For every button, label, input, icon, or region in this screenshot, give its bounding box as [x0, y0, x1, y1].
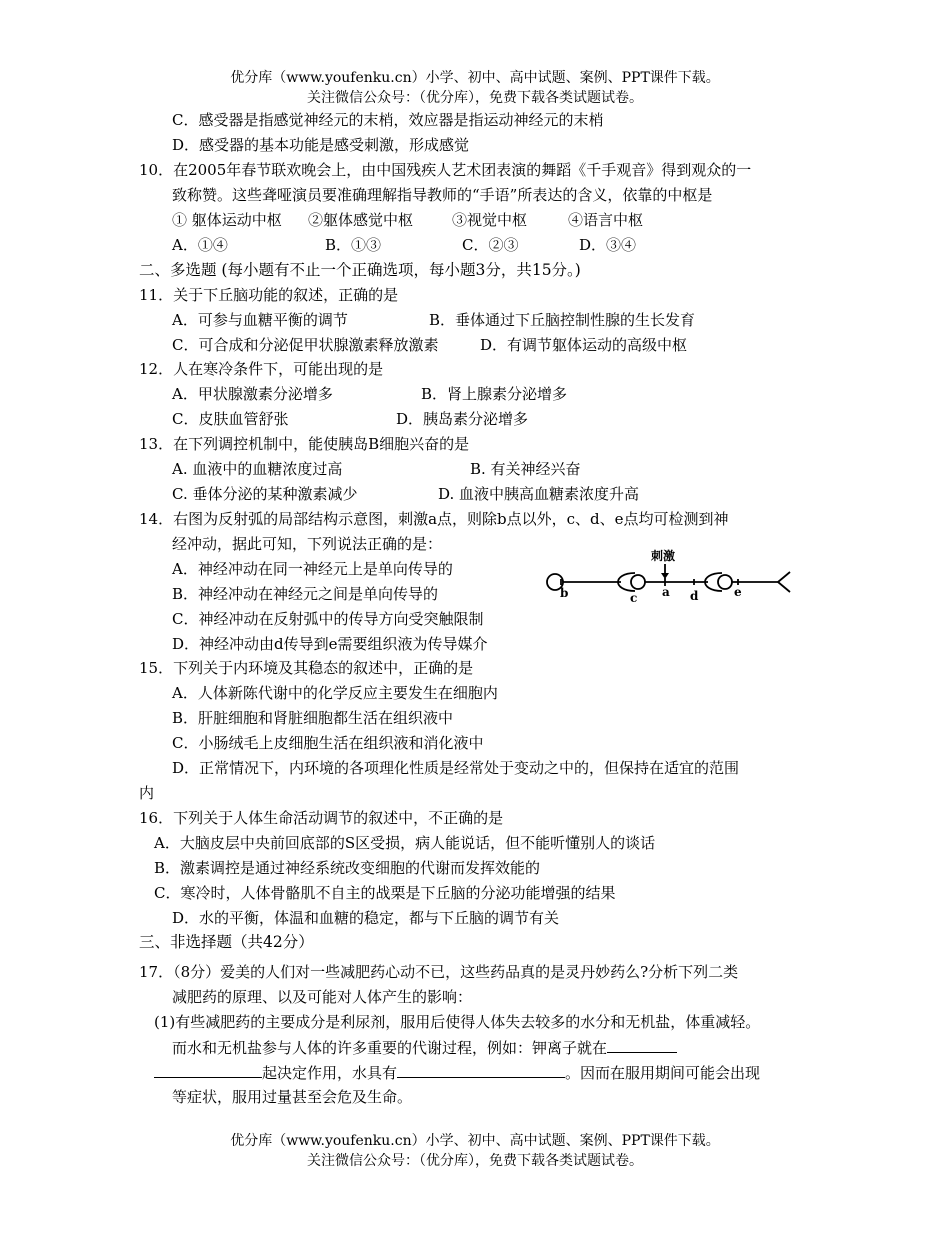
q10-stem-2: 致称赞。这些聋哑演员要准确理解指导教师的“手语”所表达的含义，依靠的中枢是 — [172, 186, 713, 204]
q10-item-4: ④语言中枢 — [568, 211, 644, 229]
point-label-a: a — [662, 585, 670, 599]
q13-option-c: C. 垂体分泌的某种激素减少 — [172, 485, 358, 503]
point-label-d: d — [690, 589, 699, 603]
q12-option-b: B．肾上腺素分泌增多 — [421, 385, 568, 403]
answer-blank-1b[interactable] — [154, 1062, 262, 1078]
q17-stem-2: 减肥药的原理、以及可能对人体产生的影响： — [172, 988, 473, 1006]
reflex-arc-diagram — [538, 546, 794, 608]
q17-part-1: (1)有些减肥药的主要成分是利尿剂，服用后使得人体失去较多的水分和无机盐，体重减轻。 — [154, 1013, 761, 1031]
synapse-knob-1 — [631, 575, 645, 589]
q15-option-a: A．人体新陈代谢中的化学反应主要发生在细胞内 — [172, 684, 498, 702]
q14-option-a: A．神经冲动在同一神经元上是单向传导的 — [172, 560, 453, 578]
q13-option-b: B. 有关神经兴奋 — [470, 460, 581, 478]
q11-option-a: A．可参与血糖平衡的调节 — [172, 311, 348, 329]
q17-part-1-line-3 — [154, 1062, 760, 1083]
answer-blank-1a[interactable] — [607, 1037, 677, 1053]
footer-line-2: 关注微信公众号：（优分库），免费下载各类试题试卷。 — [307, 1153, 643, 1169]
synapse-knob-2 — [718, 575, 732, 589]
section-3-title: 三、非选择题（共42分） — [139, 933, 314, 951]
q16-option-c: C．寒冷时，人体骨骼肌不自主的战栗是下丘脑的分泌功能增强的结果 — [154, 884, 616, 902]
stimulus-label: 刺激 — [651, 549, 676, 563]
q11-stem: 11．关于下丘脑功能的叙述，正确的是 — [139, 286, 399, 304]
q15-option-b: B．肝脏细胞和肾脏细胞都生活在组织液中 — [172, 709, 454, 727]
q11-option-b: B．垂体通过下丘脑控制性腺的生长发育 — [429, 311, 696, 329]
section-2-title: 二、多选题 (每小题有不止一个正确选项，每小题3分，共15分。) — [139, 261, 581, 279]
q16-stem: 16．下列关于人体生命活动调节的叙述中，不正确的是 — [139, 809, 504, 827]
q16-option-d: D．水的平衡，体温和血糖的稳定，都与下丘脑的调节有关 — [172, 909, 560, 927]
header-line-1: 优分库（www.youfenku.cn）小学、初中、高中试题、案例、PPT课件下载。 — [230, 70, 720, 86]
q16-option-a: A．大脑皮层中央前回底部的S区受损，病人能说话，但不能听懂别人的谈话 — [154, 834, 656, 852]
point-label-e: e — [734, 585, 742, 599]
q10-item-1: ① 躯体运动中枢 — [172, 211, 282, 229]
q10-option-d: D．③④ — [579, 236, 637, 254]
q17-stem-1: 17．（8分）爱美的人们对一些减肥药心动不已，这些药品真的是灵丹妙药么?分析下列二类 — [139, 963, 739, 981]
q15-option-d-2: 内 — [139, 784, 155, 802]
footer-line-1: 优分库（www.youfenku.cn）小学、初中、高中试题、案例、PPT课件下载。 — [230, 1133, 720, 1149]
q15-stem: 15．下列关于内环境及其稳态的叙述中，正确的是 — [139, 659, 474, 677]
q13-option-d: D. 血液中胰高血糖素浓度升高 — [438, 485, 640, 503]
stimulus-arrow-icon — [661, 573, 669, 579]
q10-option-a: A．①④ — [172, 236, 228, 254]
q15-option-d-1: D．正常情况下，内环境的各项理化性质是经常处于变动之中的，但保持在适宜的范围 — [172, 759, 740, 777]
q17-text: 而水和无机盐参与人体的许多重要的代谢过程，例如：钾离子就在 — [172, 1039, 608, 1057]
q13-stem: 13．在下列调控机制中，能使胰岛B细胞兴奋的是 — [139, 435, 470, 453]
q14-option-c: C．神经冲动在反射弧中的传导方向受突触限制 — [172, 610, 484, 628]
q9-option-c: C．感受器是指感觉神经元的末梢，效应器是指运动神经元的末梢 — [172, 111, 604, 129]
q14-stem-1: 14．右图为反射弧的局部结构示意图，刺激a点，则除b点以外，c、d、e点均可检测到神 — [139, 510, 729, 528]
q11-option-d: D．有调节躯体运动的高级中枢 — [480, 336, 688, 354]
q12-option-c: C．皮肤血管舒张 — [172, 410, 289, 428]
answer-blank-2[interactable] — [397, 1062, 565, 1078]
q14-option-d: D．神经冲动由d传导到e需要组织液为传导媒介 — [172, 635, 488, 653]
q10-item-3: ③视觉中枢 — [452, 211, 528, 229]
q12-stem: 12．人在寒冷条件下，可能出现的是 — [139, 360, 384, 378]
q17-part-1-line-2 — [172, 1037, 677, 1058]
q9-option-d: D．感受器的基本功能是感受刺激，形成感觉 — [172, 136, 470, 154]
point-label-b: b — [560, 586, 569, 600]
q13-option-a: A. 血液中的血糖浓度过高 — [172, 460, 343, 478]
q17-text: 起决定作用，水具有 — [262, 1064, 398, 1082]
header-line-2: 关注微信公众号：（优分库），免费下载各类试题试卷。 — [307, 90, 643, 106]
q14-option-b: B．神经冲动在神经元之间是单向传导的 — [172, 585, 439, 603]
q15-option-c: C．小肠绒毛上皮细胞生活在组织液和消化液中 — [172, 734, 484, 752]
q10-option-c: C．②③ — [462, 236, 519, 254]
q11-option-c: C．可合成和分泌促甲状腺激素释放激素 — [172, 336, 439, 354]
q17-text: 。因而在服用期间可能会出现 — [565, 1064, 761, 1082]
q12-option-d: D．胰岛素分泌增多 — [396, 410, 529, 428]
point-label-c: c — [630, 591, 638, 605]
q14-stem-2: 经冲动，据此可知，下列说法正确的是： — [172, 535, 443, 553]
q10-item-2: ②躯体感觉中枢 — [308, 211, 414, 229]
q17-part-1-line-4: 等症状，服用过量甚至会危及生命。 — [172, 1088, 413, 1106]
q12-option-a: A．甲状腺激素分泌增多 — [172, 385, 333, 403]
q10-stem-1: 10．在2005年春节联欢晚会上，由中国残疾人艺术团表演的舞蹈《千手观音》得到观众的一 — [139, 161, 752, 179]
q10-option-b: B．①③ — [325, 236, 382, 254]
q16-option-b: B．激素调控是通过神经系统改变细胞的代谢而发挥效能的 — [154, 859, 541, 877]
